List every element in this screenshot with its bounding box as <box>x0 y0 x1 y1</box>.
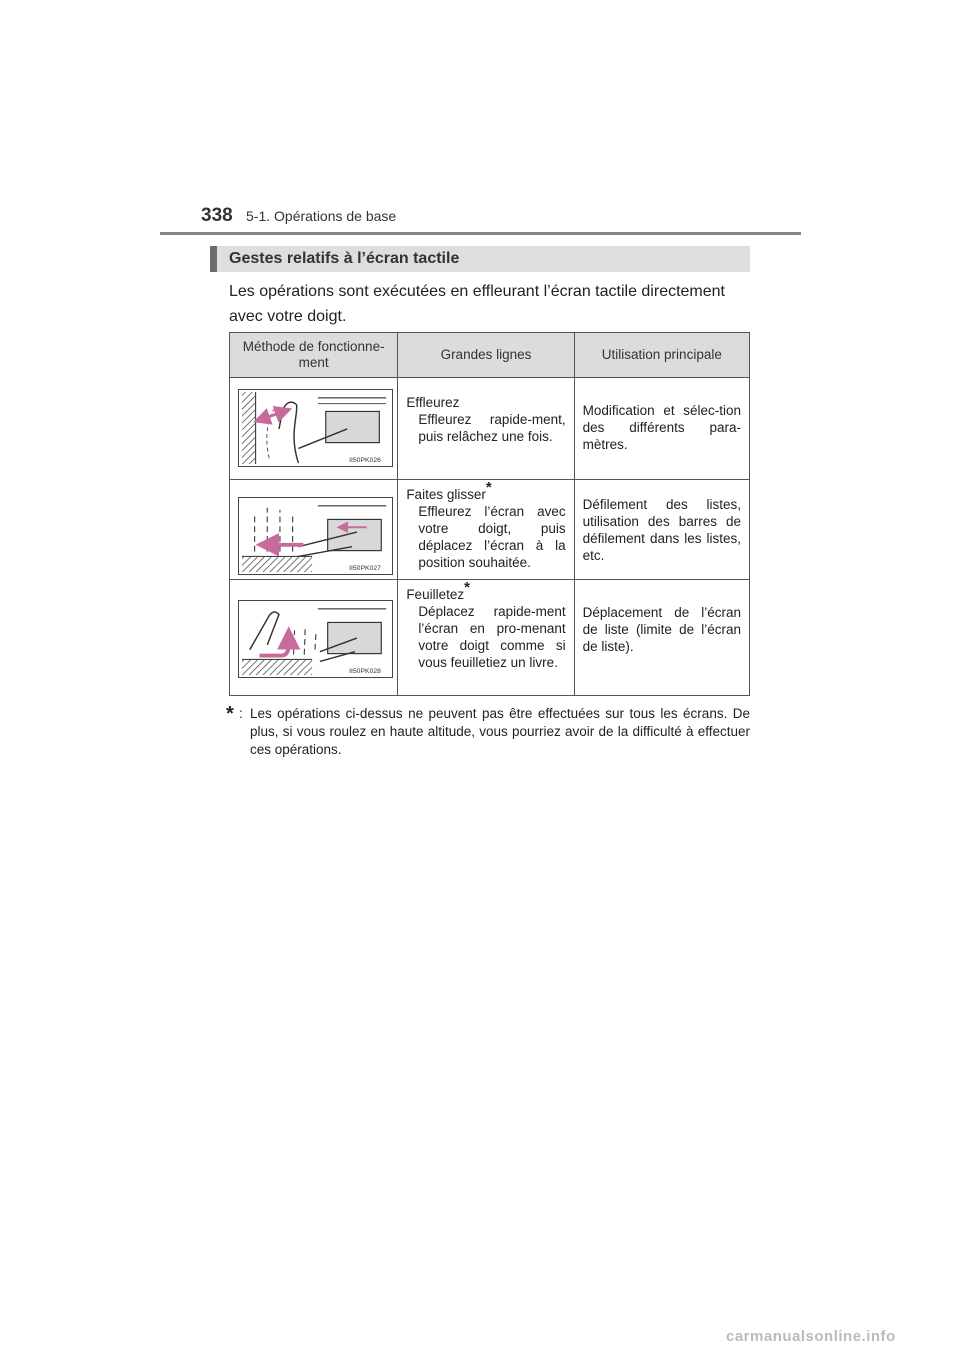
intro-paragraph: Les opérations sont exécutées en effleurant l’écran tactile directement avec votre doigt. <box>229 283 725 325</box>
gestures-table <box>229 332 750 696</box>
table-row <box>230 378 750 480</box>
illustration-code: II50PK026 <box>349 457 381 465</box>
gesture-description: Effleurez rapide-ment, puis relâchez une fois. <box>418 412 566 444</box>
footnote-text: Les opérations ci-dessus ne peuvent pas être effectuées sur tous les écrans. De plus, si vous roulez en haute altitude, vous pourriez avoir de la difficulté à effectuer ces opérations. <box>250 706 750 757</box>
usage-cell <box>574 480 749 580</box>
page-number: 338 <box>201 205 233 226</box>
header-outline: Grandes lignes <box>398 333 574 378</box>
footnote-star: * <box>226 703 234 725</box>
usage-text: Modification et sélec-tion des différents para-mètres. <box>582 403 741 452</box>
illustration-cell <box>230 580 398 696</box>
tap-gesture-icon <box>238 389 393 467</box>
gesture-title: Feuilletez* <box>406 579 470 602</box>
drag-gesture-icon <box>238 497 393 575</box>
footnote-star: * <box>464 579 470 596</box>
section-header <box>210 246 750 272</box>
table-row <box>230 480 750 580</box>
illustration-code: II50PK027 <box>349 565 381 573</box>
usage-cell <box>574 378 749 480</box>
section-title: Gestes relatifs à l’écran tactile <box>229 250 460 267</box>
table-row <box>230 580 750 696</box>
usage-text: Déplacement de l’écran de liste (limite de l’écran de liste). <box>582 605 741 654</box>
usage-cell <box>574 580 749 696</box>
illustration-cell <box>230 480 398 580</box>
running-head: 5-1. Opérations de base <box>246 208 397 224</box>
illustration-code: II50PK028 <box>349 668 381 676</box>
header-method: Méthode de fonctionne-ment <box>230 333 398 378</box>
footnote-star: * <box>485 479 492 496</box>
illustration-cell <box>230 378 398 480</box>
flick-gesture-icon <box>238 600 393 678</box>
footnote <box>226 705 750 759</box>
usage-text: Défilement des listes, utilisation des barres de défilement dans les listes, etc. <box>582 497 741 563</box>
gesture-description: Effleurez l’écran avec votre doigt, puis déplacez l’écran à la position souhaitée. <box>418 504 566 570</box>
gesture-title: Effleurez <box>406 395 460 410</box>
header-usage: Utilisation principale <box>574 333 749 378</box>
outline-cell <box>398 480 574 580</box>
gesture-title: Faites glisser* <box>406 479 492 502</box>
gesture-description: Déplacez rapide-ment l’écran en pro-menant votre doigt comme si vous feuilletiez un livre. <box>418 604 566 670</box>
footnote-colon: : <box>239 706 243 721</box>
outline-cell <box>398 580 574 696</box>
watermark: carmanualsonline.info <box>726 1328 896 1345</box>
outline-cell <box>398 378 574 480</box>
header-rule <box>160 232 801 235</box>
table-header-row <box>230 333 750 378</box>
